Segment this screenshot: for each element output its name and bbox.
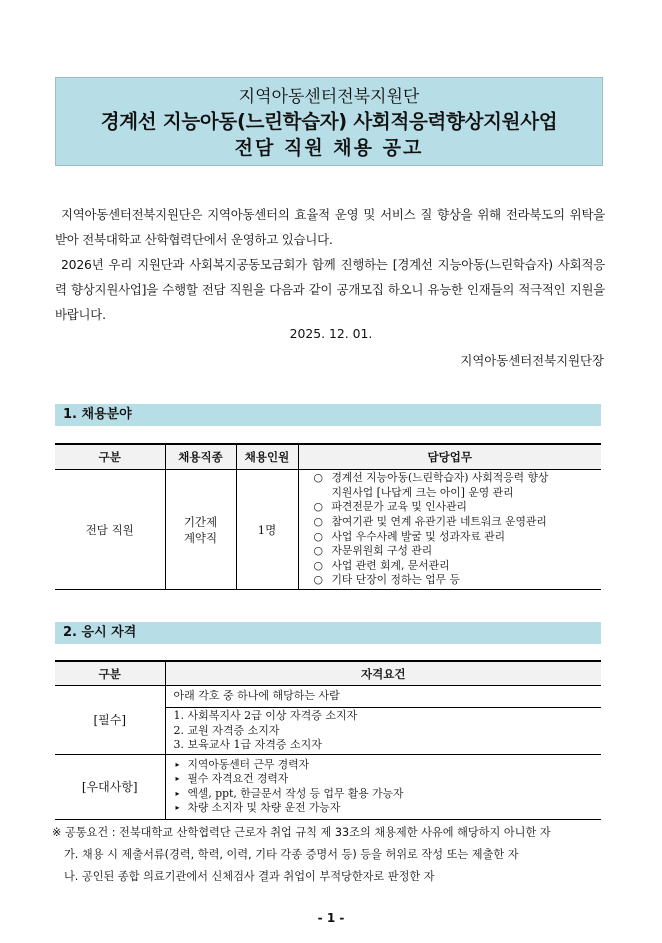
col-header-category: 구분 — [55, 444, 165, 470]
col-header-count: 채용인원 — [236, 444, 298, 470]
section-1-heading: 1. 채용분야 — [55, 404, 601, 426]
job-count: 1명 — [236, 470, 298, 590]
duty-item — [300, 486, 601, 501]
triangle-bullet-icon: ▸ — [175, 788, 180, 798]
title-banner — [55, 77, 603, 166]
job-type — [165, 470, 236, 590]
duty-list — [300, 471, 601, 588]
col-header-duties: 담당업무 — [298, 444, 601, 470]
section-2-heading: 2. 응시 자격 — [55, 622, 601, 644]
duty-text: 지원사업 [나답게 크는 아이] 운영 관리 — [331, 485, 514, 499]
duty-text: 사업 우수사례 발굴 및 성과자료 관리 — [331, 529, 506, 543]
required-lead: 아래 각호 중 하나에 해당하는 사람 — [165, 686, 601, 708]
required-lead-row — [55, 686, 601, 708]
required-items — [165, 708, 601, 755]
preferred-item — [174, 772, 601, 787]
note-item-a: 가. 채용 시 제출서류(경력, 학력, 이력, 기타 각종 증명서 등) 등을 허위로 작성 또는 제출한 자 — [64, 848, 519, 861]
triangle-bullet-icon: ▸ — [175, 803, 180, 813]
circle-bullet-icon: ○ — [313, 500, 323, 514]
duty-text: 기타 단장이 정하는 업무 등 — [331, 573, 460, 587]
preferred-item — [174, 758, 601, 773]
circle-bullet-icon: ○ — [313, 471, 323, 485]
preferred-text: 차량 소지자 및 차량 운전 가능자 — [187, 801, 341, 815]
job-table — [55, 443, 601, 590]
job-type-line-1: 기간제 — [183, 514, 218, 529]
duty-text: 사업 관련 회계, 문서관리 — [331, 558, 450, 572]
preferred-items — [165, 754, 601, 819]
col-header-qual-category: 구분 — [55, 661, 165, 686]
notice-date: 2025. 12. 01. — [289, 326, 373, 341]
job-duties — [298, 470, 601, 590]
circle-bullet-icon: ○ — [313, 573, 323, 587]
note-item-b: 나. 공인된 종합 의료기관에서 신체검사 결과 취업이 부적당한자로 판정한 자 — [64, 870, 435, 883]
qualification-table-header — [55, 661, 601, 686]
circle-bullet-icon: ○ — [313, 544, 323, 558]
required-label: [필수] — [55, 686, 165, 755]
intro-paragraph-1: 지역아동센터전북지원단은 지역아동센터의 효율적 운영 및 서비스 질 향상을 위해 전라북도의 위탁을 받아 전북대학교 산학협력단에서 운영하고 있습니다. — [55, 207, 605, 247]
job-category: 전담 직원 — [55, 470, 165, 590]
job-table-row — [55, 470, 601, 590]
page-number: - 1 - — [317, 911, 345, 925]
preferred-text: 필수 자격요건 경력자 — [187, 772, 289, 786]
circle-bullet-icon: ○ — [313, 558, 323, 572]
preferred-label: [우대사항] — [55, 754, 165, 819]
qualification-table — [55, 660, 601, 820]
duty-item — [300, 500, 601, 515]
circle-bullet-icon: ○ — [313, 514, 323, 528]
job-type-line-2: 계약직 — [183, 530, 218, 545]
preferred-item — [174, 787, 601, 802]
preferred-list — [174, 758, 601, 816]
duty-text: 파견전문가 교육 및 인사관리 — [331, 500, 467, 514]
job-table-header — [55, 444, 601, 470]
duty-item — [300, 559, 601, 574]
required-item: 1. 사회복지사 2급 이상 자격증 소지자 — [173, 709, 358, 722]
note-common-requirement: ※ 공통요건 : 전북대학교 산학협력단 근로자 취업 규칙 제 33조의 채용제한 사유에 해당하지 아니한 자 — [52, 826, 551, 839]
intro-paragraph-2: 2026년 우리 지원단과 사회복지공동모금회가 함께 진행하는 [경계선 지능아동(느린학습자) 사회적응력 향상지원사업]을 수행할 전담 직원을 다음과 같이 공개모집 하오니 유능한 인재들의 적극적인 지원을 바랍니다. — [55, 257, 605, 322]
notes — [52, 822, 612, 888]
duty-item — [300, 471, 601, 486]
preferred-text: 엑셀, ppt, 한글문서 작성 등 업무 활용 가능자 — [187, 786, 404, 800]
intro-text — [55, 202, 605, 327]
duty-text: 자문위원회 구성 관리 — [331, 544, 433, 558]
preferred-row — [55, 754, 601, 819]
duty-item — [300, 530, 601, 545]
triangle-bullet-icon: ▸ — [175, 774, 180, 784]
duty-item — [300, 515, 601, 530]
circle-bullet-icon: ○ — [313, 529, 323, 543]
duty-text: 참여기관 및 연계 유관기관 네트워크 운영관리 — [331, 514, 547, 528]
triangle-bullet-icon: ▸ — [175, 759, 180, 769]
signature: 지역아동센터전북지원단장 — [460, 353, 604, 368]
duty-item — [300, 544, 601, 559]
preferred-text: 지역아동센터 근무 경력자 — [187, 757, 310, 771]
required-item: 2. 교원 자격증 소지자 — [173, 723, 280, 737]
col-header-requirements: 자격요건 — [165, 661, 601, 686]
required-item: 3. 보육교사 1급 자격증 소지자 — [173, 738, 322, 752]
project-title: 경계선 지능아동(느린학습자) 사회적응력향상지원사업 — [100, 110, 558, 133]
duty-item — [300, 573, 601, 588]
preferred-item — [174, 801, 601, 816]
col-header-type: 채용직종 — [165, 444, 236, 470]
page-title: 전담 직원 채용 공고 — [234, 137, 424, 159]
duty-text: 경계선 지능아동(느린학습자) 사회적응력 향상 — [331, 471, 549, 485]
org-name: 지역아동센터전북지원단 — [238, 87, 420, 107]
